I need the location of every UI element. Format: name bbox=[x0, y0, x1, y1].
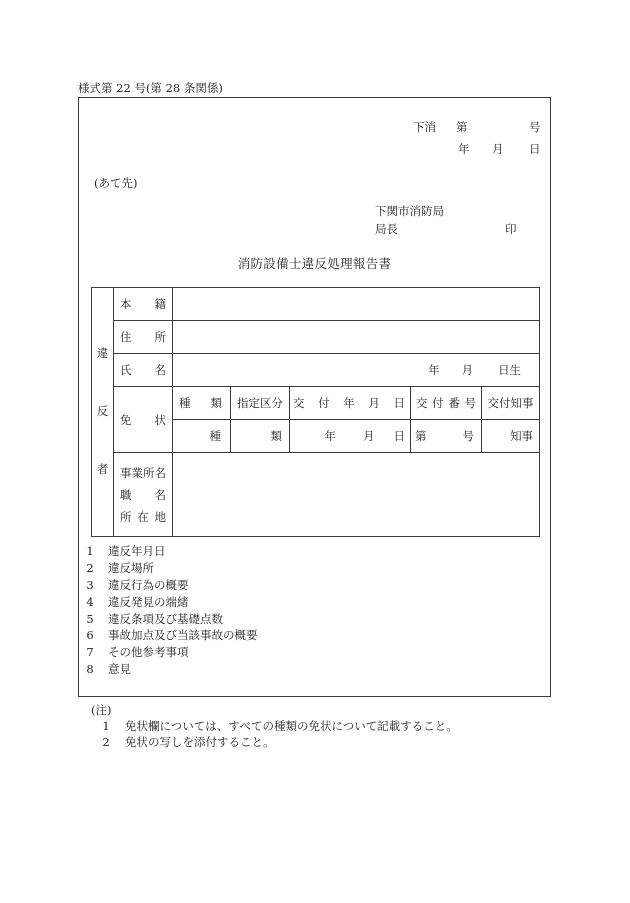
list-item-number: 7 bbox=[86, 645, 94, 660]
license-designation-header: 指定区分 bbox=[231, 387, 290, 420]
document-number-prefix: 下消 bbox=[413, 120, 436, 134]
address-field bbox=[173, 321, 540, 354]
violator-label-char: 者 bbox=[96, 462, 109, 476]
list-item bbox=[84, 543, 484, 560]
list-item-number: 6 bbox=[86, 628, 94, 643]
recipient-label: (あて先) bbox=[94, 176, 138, 190]
label-char: 氏 bbox=[120, 363, 132, 377]
header-char: 種 bbox=[179, 396, 191, 410]
license-issue-date-header bbox=[290, 387, 411, 420]
note-text: 免状欄については、すべての種類の免状について記載すること。 bbox=[125, 719, 458, 733]
table-row-registered-domicile bbox=[92, 288, 540, 321]
document-number-dai: 第 bbox=[456, 120, 468, 134]
violator-label-char: 違 bbox=[96, 346, 109, 360]
label-char: 免 bbox=[120, 412, 132, 427]
license-issue-number-text bbox=[411, 429, 481, 443]
document-date-month: 月 bbox=[492, 142, 504, 156]
header-char: 号 bbox=[464, 396, 476, 410]
table-row-license-header bbox=[92, 387, 540, 420]
label-char: 在 bbox=[137, 509, 149, 524]
document-date-year: 年 bbox=[458, 142, 470, 156]
job-title-label bbox=[114, 484, 172, 506]
license-issue-date-text bbox=[290, 429, 410, 443]
name-label bbox=[114, 363, 172, 377]
list-item-text: 違反発見の端緒 bbox=[108, 594, 189, 609]
notes-label: (注) bbox=[91, 703, 112, 717]
license-issue-number-header bbox=[411, 387, 482, 420]
list-item-number: 1 bbox=[86, 544, 94, 558]
birth-date-day: 日生 bbox=[498, 363, 522, 377]
violator-label bbox=[92, 288, 113, 534]
label-char: 籍 bbox=[154, 297, 166, 311]
license-label bbox=[114, 413, 172, 427]
name-field bbox=[173, 354, 540, 387]
address-label bbox=[114, 330, 172, 344]
list-item-number: 8 bbox=[86, 662, 94, 677]
list-item-number: 2 bbox=[86, 560, 94, 575]
list-item-text: 違反条項及び基礎点数 bbox=[108, 611, 223, 626]
workplace-name-label: 事業所名 bbox=[120, 465, 166, 480]
list-item-number: 5 bbox=[86, 611, 94, 626]
table-row-address bbox=[92, 321, 540, 354]
workplace-label bbox=[114, 462, 172, 528]
license-issue-date-header-text bbox=[290, 396, 410, 410]
workplace-field bbox=[173, 453, 540, 537]
license-label-cell bbox=[114, 387, 173, 453]
note-number: 1 bbox=[102, 719, 110, 733]
list-item bbox=[84, 594, 484, 611]
workplace-label-cell bbox=[114, 453, 173, 537]
sender-organization: 下関市消防局 bbox=[375, 204, 444, 218]
birth-date bbox=[173, 363, 539, 377]
report-items-list bbox=[84, 543, 484, 678]
header-char: 番 bbox=[448, 396, 460, 410]
issue-date-month: 月 bbox=[363, 429, 375, 443]
name-label-cell bbox=[114, 354, 173, 387]
registered-domicile-field bbox=[173, 288, 540, 321]
violator-label-cell bbox=[92, 288, 114, 537]
header-char: 日 bbox=[393, 396, 405, 410]
label-char: 地 bbox=[154, 509, 166, 524]
document-date-day: 日 bbox=[529, 142, 541, 156]
label-char: 本 bbox=[120, 297, 132, 311]
header-char: 年 bbox=[343, 396, 355, 410]
sender-title: 局長 bbox=[375, 222, 398, 236]
license-issuer-header: 交付知事 bbox=[482, 387, 540, 420]
list-item bbox=[84, 611, 484, 628]
header-char: 付 bbox=[318, 396, 330, 410]
label-char: 名 bbox=[154, 363, 166, 377]
license-type-field: 種 bbox=[173, 420, 231, 453]
document-number-go: 号 bbox=[529, 120, 541, 134]
violator-label-char: 反 bbox=[96, 404, 109, 418]
license-issue-number-field bbox=[411, 420, 482, 453]
violator-table bbox=[91, 287, 540, 537]
header-char: 月 bbox=[368, 396, 380, 410]
list-item-text: 意見 bbox=[108, 662, 131, 677]
note-item bbox=[100, 734, 520, 750]
birth-date-month: 月 bbox=[461, 363, 474, 377]
registered-domicile-label bbox=[114, 297, 172, 311]
list-item-number: 3 bbox=[86, 577, 94, 592]
issue-date-year: 年 bbox=[324, 429, 336, 443]
label-char: 住 bbox=[120, 330, 132, 344]
note-text: 免状の写しを添付すること。 bbox=[125, 735, 275, 749]
issue-number-go: 号 bbox=[462, 429, 474, 443]
header-char: 交 bbox=[416, 396, 428, 410]
label-char: 所 bbox=[154, 330, 166, 344]
note-item bbox=[100, 718, 520, 734]
list-item-text: 事故加点及び当該事故の概要 bbox=[108, 628, 258, 643]
license-class-field: 類 bbox=[231, 420, 290, 453]
label-char: 名 bbox=[154, 487, 166, 502]
label-char: 職 bbox=[120, 487, 132, 502]
license-type-header bbox=[173, 387, 231, 420]
label-char: 状 bbox=[154, 412, 166, 427]
license-issue-number-header-text bbox=[411, 396, 481, 410]
list-item-number: 4 bbox=[86, 594, 94, 609]
notes-list bbox=[100, 718, 520, 750]
label-char: 所 bbox=[120, 509, 132, 524]
note-number: 2 bbox=[102, 735, 110, 749]
license-type-header-text bbox=[173, 396, 230, 410]
list-item bbox=[84, 644, 484, 661]
list-item bbox=[84, 661, 484, 678]
header-char: 付 bbox=[432, 396, 444, 410]
header-char: 交 bbox=[293, 396, 305, 410]
registered-domicile-label-cell bbox=[114, 288, 173, 321]
form-number: 様式第 22 号(第 28 条関係) bbox=[78, 81, 223, 95]
issue-number-dai: 第 bbox=[415, 429, 427, 443]
list-item-text: 違反場所 bbox=[108, 560, 154, 575]
license-issuer-field: 知事 bbox=[482, 420, 540, 453]
list-item bbox=[84, 560, 484, 577]
header-char: 類 bbox=[210, 396, 222, 410]
list-item-text: 違反行為の概要 bbox=[108, 577, 189, 592]
list-item bbox=[84, 577, 484, 594]
birth-date-year: 年 bbox=[428, 363, 440, 377]
page-title: 消防設備士違反処理報告書 bbox=[237, 256, 392, 271]
table-row-workplace bbox=[92, 453, 540, 537]
list-item-text: その他参考事項 bbox=[108, 645, 189, 660]
license-issue-date-field bbox=[290, 420, 411, 453]
table-row-name bbox=[92, 354, 540, 387]
seal-mark: 印 bbox=[505, 222, 517, 236]
list-item-text: 違反年月日 bbox=[108, 544, 166, 558]
list-item bbox=[84, 627, 484, 644]
workplace-location-label bbox=[114, 506, 172, 528]
address-label-cell bbox=[114, 321, 173, 354]
issue-date-day: 日 bbox=[393, 429, 405, 443]
